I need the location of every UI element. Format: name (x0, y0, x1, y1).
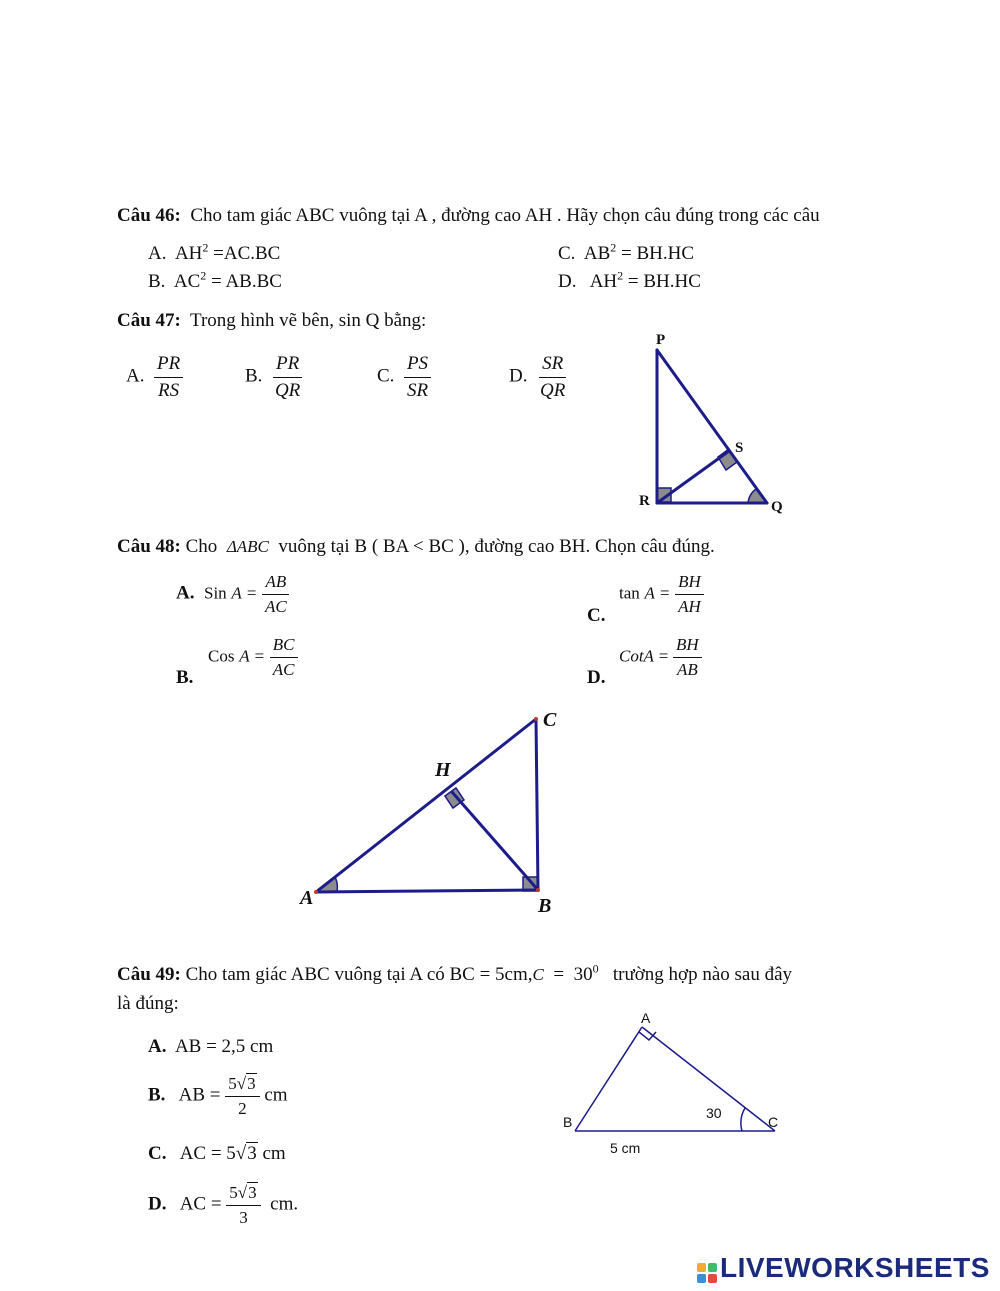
q46-text: Cho tam giác ABC vuông tại A , đường cao AH . Hãy chọn câu đúng trong các câu (190, 205, 820, 226)
brand-name: LIVEWORKSHEETS (720, 1252, 990, 1283)
option-rhs: = BH.HC (627, 271, 701, 292)
numerator: BH (673, 635, 702, 658)
square-root: √3 (236, 1074, 256, 1093)
angle-value: 30 (573, 964, 593, 985)
logo-square-2 (708, 1263, 717, 1272)
vertex-label-a: A (300, 887, 314, 909)
logo-square-4 (708, 1274, 717, 1283)
option-text: AB = 2,5 cm (174, 1036, 274, 1057)
q49-label: Câu 49: (117, 964, 181, 985)
vertex-label-r: R (639, 493, 650, 509)
square-root: √3 (235, 1143, 257, 1164)
option-letter: D. (509, 365, 528, 387)
q49-option-c[interactable] (148, 1143, 286, 1165)
fraction (226, 1183, 260, 1227)
option-lhs: AH (589, 271, 618, 292)
right-angle-mark-a (639, 1032, 656, 1040)
option-letter: B. (176, 667, 194, 688)
denominator: 3 (239, 1207, 248, 1227)
q48-option-d[interactable] (587, 635, 737, 690)
liveworksheets-logo (697, 1252, 990, 1284)
denominator: QR (539, 379, 566, 401)
q48-label: Câu 48: (117, 536, 181, 557)
option-letter: B. (148, 271, 166, 292)
fraction (675, 572, 704, 616)
side-pq (657, 350, 767, 503)
q46-option-c[interactable] (558, 240, 695, 265)
vertex-label-q: Q (771, 499, 783, 515)
function-name: tan (619, 583, 640, 603)
q47-triangle-figure (630, 325, 800, 520)
fraction (404, 353, 431, 402)
option-letter: C. (377, 365, 395, 387)
fraction (673, 635, 702, 679)
denominator: AB (676, 659, 698, 679)
logo-square-1 (697, 1263, 706, 1272)
q47-option-b[interactable] (245, 353, 303, 402)
numerator: BH (675, 572, 704, 595)
numerator (225, 1074, 259, 1097)
q49-text2: trường hợp nào sau đây (612, 964, 793, 985)
fraction (225, 1074, 259, 1118)
vertex-label-p: P (656, 332, 666, 348)
option-lhs: AC (173, 271, 201, 292)
equals-sign: = (658, 646, 669, 666)
side-bc (536, 719, 538, 890)
logo-icon (697, 1263, 717, 1283)
q46-option-a[interactable] (148, 240, 281, 265)
exponent: 2 (610, 240, 617, 255)
numerator: PS (404, 353, 431, 378)
fraction (537, 353, 568, 402)
exponent: 2 (617, 268, 624, 283)
vertex-label-b: B (538, 895, 552, 917)
fraction (272, 353, 303, 402)
option-letter: A. (126, 365, 145, 387)
option-letter: D. (587, 667, 606, 688)
unit: cm. (270, 1193, 299, 1215)
function-name: Cos (208, 646, 235, 666)
point-b (536, 888, 540, 892)
radicand: 3 (248, 1183, 257, 1202)
exponent: 2 (202, 240, 209, 255)
option-lhs: AC = (179, 1143, 222, 1164)
denominator: RS (158, 379, 180, 401)
q47-text: Trong hình vẽ bên, sin Q bằng: (190, 310, 427, 331)
q46-stem (117, 205, 820, 227)
angle-arc-c (741, 1108, 745, 1131)
q48-text: vuông tại B ( BA < BC ), đường cao BH. Chọn câu đúng. (278, 536, 715, 557)
fraction (270, 635, 298, 679)
segment-bh (452, 792, 538, 890)
denominator: AC (264, 596, 287, 616)
q49-stem (117, 961, 793, 986)
side-length-label: 5 cm (610, 1140, 641, 1156)
equals-sign: = (553, 964, 565, 985)
q48-option-b[interactable] (176, 635, 326, 690)
q49-text3: là đúng: (117, 993, 179, 1014)
numerator: PR (154, 353, 183, 378)
vertex-label-h: H (435, 759, 451, 781)
vertex-label-b: B (563, 1114, 573, 1130)
q46-option-b[interactable] (148, 268, 282, 293)
point-c (534, 717, 538, 721)
right-angle-mark-h (445, 788, 464, 808)
q47-label: Câu 47: (117, 310, 181, 331)
option-letter: D. (558, 271, 577, 292)
q47-stem (117, 310, 426, 332)
option-lhs: AB (583, 243, 611, 264)
angle-exponent: 0 (592, 961, 599, 976)
denominator: SR (406, 379, 429, 401)
q46-label: Câu 46: (117, 205, 181, 226)
coefficient: 5 (228, 1074, 237, 1093)
point-a (314, 890, 318, 894)
q48-triangle-figure (290, 705, 580, 925)
q49-option-a[interactable] (148, 1036, 273, 1058)
q48-option-c[interactable] (587, 572, 737, 627)
triangle-symbol: ΔABC (226, 537, 269, 556)
q49-option-d[interactable] (148, 1183, 298, 1227)
variable: A = (231, 583, 258, 603)
numerator: BC (270, 635, 298, 658)
q47-option-c[interactable] (377, 353, 431, 402)
denominator: QR (274, 379, 301, 401)
denominator: AH (678, 596, 701, 616)
q48-text-cho: Cho (185, 536, 218, 557)
exponent: 2 (200, 268, 207, 283)
vertex-label-a: A (641, 1010, 651, 1026)
angle-variable: C (532, 965, 544, 984)
option-lhs: AB = (178, 1084, 221, 1106)
side-ab (316, 890, 538, 892)
option-letter: A. (148, 1036, 167, 1057)
numerator (226, 1183, 260, 1206)
side-ac (316, 719, 536, 892)
option-rhs: = BH.HC (621, 243, 695, 264)
q49-text1: Cho tam giác ABC vuông tại A có BC = 5cm, (185, 964, 533, 985)
q46-option-d[interactable] (558, 268, 701, 293)
q48-stem (117, 536, 715, 558)
option-letter: B. (148, 1084, 166, 1106)
q47-option-a[interactable] (126, 353, 183, 402)
option-lhs: AH (174, 243, 203, 264)
option-rhs: =AC.BC (213, 243, 281, 264)
option-letter: C. (558, 243, 576, 264)
q49-option-b[interactable] (148, 1074, 288, 1118)
segment-rs (657, 451, 729, 503)
vertex-label-c: C (543, 709, 557, 731)
radicand: 3 (247, 1143, 257, 1164)
side-ab (575, 1027, 642, 1131)
variable: A = (644, 583, 671, 603)
logo-square-3 (697, 1274, 706, 1283)
fraction (154, 353, 183, 402)
coefficient: 5 (226, 1143, 236, 1164)
square-root: √3 (237, 1183, 257, 1202)
option-lhs: AC = (179, 1193, 222, 1215)
q49-triangle-figure (555, 1005, 795, 1165)
numerator: AB (262, 572, 289, 595)
option-letter: A. (176, 582, 195, 604)
option-letter: A. (148, 243, 167, 264)
option-rhs: = AB.BC (211, 271, 282, 292)
q47-option-d[interactable] (509, 353, 568, 402)
fraction (262, 572, 290, 616)
radicand: 3 (247, 1074, 256, 1093)
denominator: 2 (238, 1098, 247, 1118)
vertex-label-s: S (735, 440, 744, 456)
q48-option-a[interactable] (176, 572, 290, 616)
denominator: AC (272, 659, 295, 679)
option-letter: C. (587, 605, 606, 626)
coefficient: 5 (229, 1183, 238, 1202)
option-letter: D. (148, 1193, 167, 1215)
vertex-label-c: C (768, 1114, 779, 1130)
option-letter: B. (245, 365, 263, 387)
function-name: CotA (619, 646, 654, 666)
function-name: Sin (203, 583, 227, 603)
unit: cm (264, 1084, 288, 1106)
option-letter: C. (148, 1143, 167, 1164)
numerator: SR (539, 353, 566, 378)
numerator: PR (273, 353, 302, 378)
unit: cm (262, 1143, 286, 1164)
variable: A = (239, 646, 266, 666)
angle-label: 30 (706, 1105, 722, 1121)
